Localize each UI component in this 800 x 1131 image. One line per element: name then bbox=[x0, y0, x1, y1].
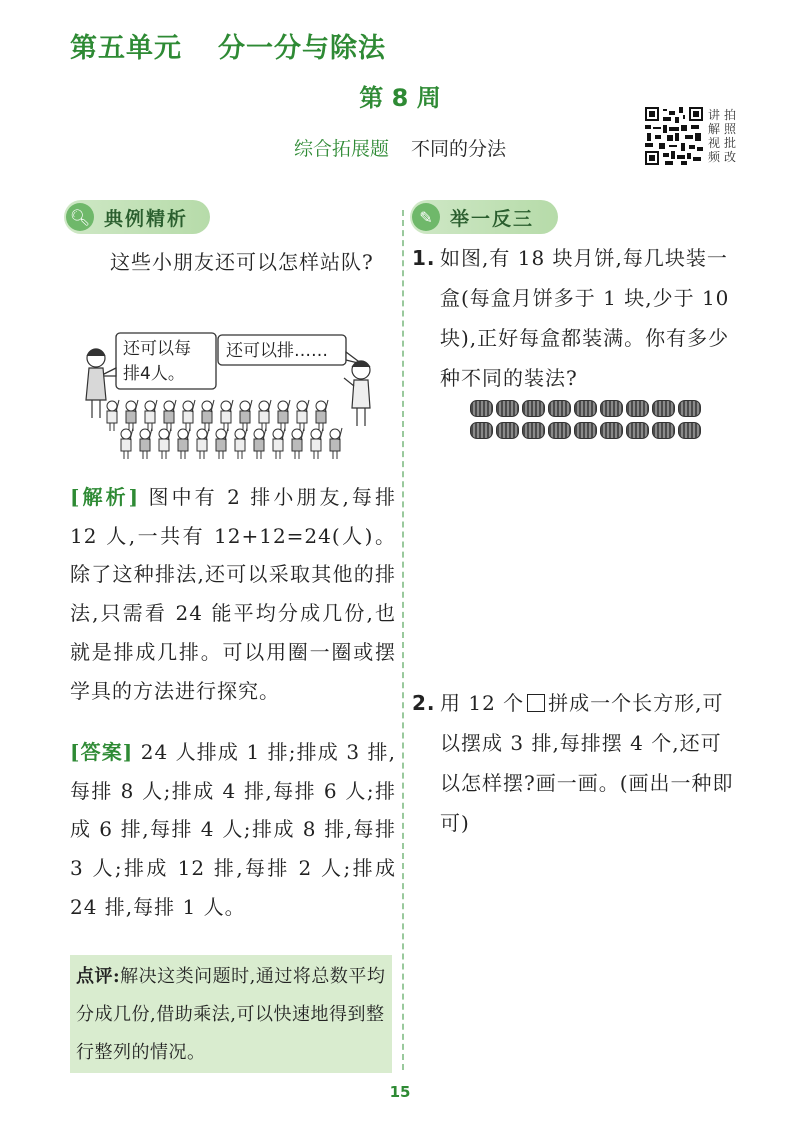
qr-caption-char: 改 bbox=[724, 150, 737, 164]
square-icon bbox=[527, 694, 545, 712]
example-question: 这些小朋友还可以怎样站队? bbox=[110, 250, 374, 274]
comment-box bbox=[70, 955, 392, 1073]
qr-caption-char: 拍 bbox=[724, 108, 737, 122]
child-figure bbox=[235, 428, 247, 459]
qr-caption-char: 讲 bbox=[708, 108, 721, 122]
child-figure bbox=[297, 400, 309, 431]
mooncake-icon bbox=[522, 400, 545, 417]
child-figure bbox=[197, 428, 209, 459]
girl-figure bbox=[86, 349, 106, 418]
child-figure bbox=[330, 428, 342, 459]
child-figure bbox=[178, 428, 190, 459]
child-figure bbox=[259, 400, 271, 431]
example-banner bbox=[64, 200, 210, 234]
analysis-text: 图中有 2 排小朋友,每排 12 人,一共有 12+12=24(人)。除了这种排法,还可以采取其他的排法,只需看 24 能平均分成几份,也就是排成几排。可以用圈一圈或摆学具的方法进行探究。 bbox=[70, 485, 396, 703]
boy-figure bbox=[344, 361, 370, 426]
answer-tag: [答案] bbox=[70, 740, 134, 764]
mooncake-icon bbox=[652, 400, 675, 417]
svg-text:还可以每: 还可以每 bbox=[123, 339, 191, 359]
child-figure bbox=[159, 428, 171, 459]
child-figure bbox=[292, 428, 304, 459]
qr-caption-char: 照 bbox=[724, 122, 737, 136]
mooncakes-illustration bbox=[470, 400, 740, 444]
answer-text: 24 人排成 1 排;排成 3 排,每排 8 人;排成 4 排,每排 6 人;排成 6 排,每排 4 人;排成 8 排,每排 3 人;排成 12 排,每排 2 人;排成 24 排,每排 1 人。 bbox=[70, 740, 397, 919]
child-figure bbox=[145, 400, 157, 431]
mooncake-icon bbox=[470, 400, 493, 417]
mooncake-icon bbox=[522, 422, 545, 439]
children-queue-illustration bbox=[78, 330, 378, 465]
qr-code-icon[interactable] bbox=[645, 107, 703, 165]
practice-banner bbox=[410, 200, 558, 234]
mooncake-icon bbox=[574, 422, 597, 439]
child-figure bbox=[126, 400, 138, 431]
unit-label: 第五单元 bbox=[70, 33, 182, 64]
qr-caption bbox=[708, 108, 740, 164]
mooncake-row bbox=[470, 400, 740, 417]
practice-banner-label: 举一反三 bbox=[450, 207, 535, 230]
child-figure bbox=[202, 400, 214, 431]
mooncake-icon bbox=[600, 400, 623, 417]
svg-text:排4人。: 排4人。 bbox=[123, 364, 185, 384]
mooncake-icon bbox=[548, 422, 571, 439]
qr-caption-char: 解 bbox=[708, 122, 721, 136]
speech-bubble-1 bbox=[100, 333, 216, 389]
mooncake-icon bbox=[678, 400, 701, 417]
unit-name: 分一分与除法 bbox=[218, 33, 386, 64]
mooncake-icon bbox=[678, 422, 701, 439]
week-title: 第 8 周 bbox=[359, 84, 441, 112]
question-2-text-b: 拼成一个长方形,可以摆成 3 排,每排摆 4 个,还可以怎样摆?画一画。(画出一种即可) bbox=[440, 691, 734, 835]
page-number: 15 bbox=[389, 1083, 411, 1101]
child-figure bbox=[140, 428, 152, 459]
svg-text:还可以排……: 还可以排…… bbox=[226, 341, 328, 361]
question-2 bbox=[412, 683, 740, 843]
answer-paragraph bbox=[70, 733, 396, 927]
comment-paragraph bbox=[70, 955, 392, 1075]
topic-label: 不同的分法 bbox=[411, 138, 507, 160]
child-figure bbox=[240, 400, 252, 431]
question-2-text bbox=[412, 683, 740, 843]
child-figure bbox=[311, 428, 323, 459]
comment-text: 解决这类问题时,通过将总数平均分成几份,借助乘法,可以快速地得到整行整列的情况。 bbox=[76, 966, 386, 1063]
question-1-number: 1. bbox=[412, 246, 436, 270]
question-1 bbox=[412, 238, 740, 398]
category-label: 综合拓展题 bbox=[293, 138, 389, 160]
analysis-paragraph bbox=[70, 478, 396, 710]
kids-rows bbox=[107, 400, 342, 459]
mooncake-row bbox=[470, 422, 740, 439]
child-figure bbox=[278, 400, 290, 431]
mooncake-icon bbox=[652, 422, 675, 439]
mooncake-icon bbox=[470, 422, 493, 439]
question-2-number: 2. bbox=[412, 691, 436, 715]
child-figure bbox=[254, 428, 266, 459]
mooncake-icon bbox=[496, 400, 519, 417]
child-figure bbox=[107, 400, 119, 431]
mooncake-icon bbox=[574, 400, 597, 417]
child-figure bbox=[183, 400, 195, 431]
column-divider bbox=[402, 210, 404, 1070]
pencil-icon: ✎ bbox=[412, 203, 440, 231]
example-banner-label: 典例精析 bbox=[104, 207, 189, 230]
question-2-text-a: 用 12 个 bbox=[440, 691, 525, 715]
child-figure bbox=[121, 428, 133, 459]
child-figure bbox=[316, 400, 328, 431]
unit-title bbox=[70, 26, 386, 65]
qr-caption-char: 频 bbox=[708, 150, 721, 164]
mooncake-icon bbox=[626, 400, 649, 417]
mooncake-icon bbox=[496, 422, 519, 439]
child-figure bbox=[221, 400, 233, 431]
analysis-tag: [解析] bbox=[70, 485, 140, 509]
question-1-text: 如图,有 18 块月饼,每几块装一盒(每盒月饼多于 1 块,少于 10 块),正好每盒都装满。你有多少种不同的装法? bbox=[440, 246, 730, 390]
speech-bubble-2 bbox=[218, 335, 362, 365]
qr-caption-char: 批 bbox=[724, 136, 737, 150]
child-figure bbox=[164, 400, 176, 431]
qr-caption-char: 视 bbox=[708, 136, 721, 150]
mooncake-icon bbox=[548, 400, 571, 417]
mooncake-icon bbox=[626, 422, 649, 439]
magnifier-icon: 🔍︎ bbox=[66, 203, 94, 231]
child-figure bbox=[273, 428, 285, 459]
child-figure bbox=[216, 428, 228, 459]
mooncake-icon bbox=[600, 422, 623, 439]
comment-tag: 点评: bbox=[76, 966, 121, 987]
